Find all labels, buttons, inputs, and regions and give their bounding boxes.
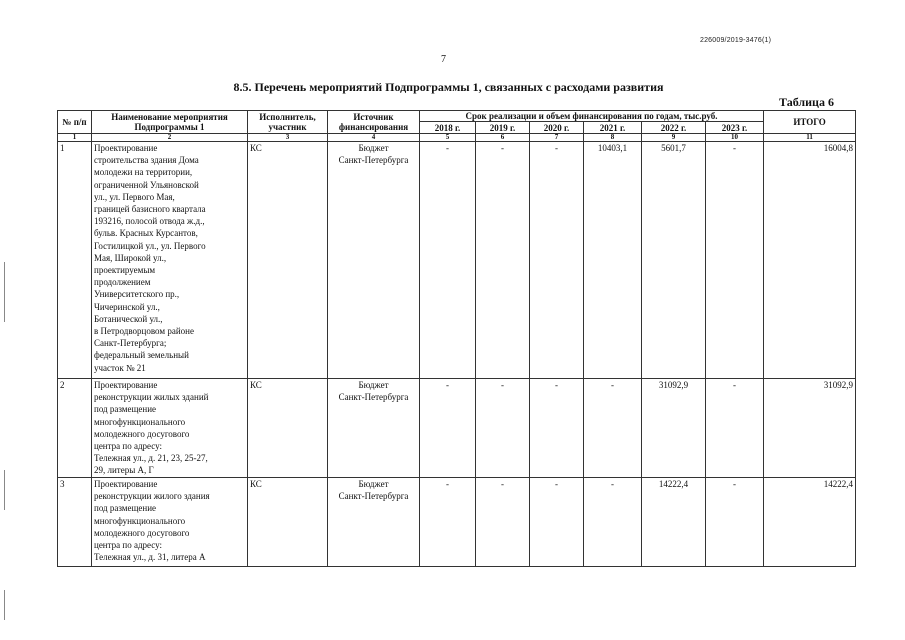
activity-name-line: продолжением [94, 277, 151, 288]
activity-name-line: Проектирование [94, 479, 158, 489]
activity-name-line: ограниченной Ульяновской [94, 179, 199, 190]
activity-name-line: Санкт-Петербурга; [94, 338, 167, 349]
activity-name [92, 379, 248, 478]
activity-name-line: Чичеринской ул., [94, 301, 160, 312]
header-year: 2021 г. [584, 122, 642, 134]
header-year: 2018 г. [420, 122, 476, 134]
column-numbers-row [58, 134, 856, 142]
executor: КС [248, 478, 328, 567]
column-number: 4 [328, 134, 420, 142]
table-row [58, 379, 856, 478]
activity-name-line: бульв. Красных Курсантов, [94, 228, 198, 239]
page-number: 7 [441, 54, 446, 65]
activity-name-line: Университетского пр., [94, 289, 180, 300]
table-row [58, 478, 856, 567]
activity-name-line: реконструкции жилых зданий [94, 392, 209, 403]
header-year: 2019 г. [476, 122, 530, 134]
activity-name-line: границей базисного квартала [94, 204, 206, 215]
activity-name-line: ул., ул. Первого Мая, [94, 191, 175, 202]
activity-name-line: 29, литеры А, Г [94, 465, 154, 476]
row-number: 1 [58, 142, 92, 379]
activity-name-line: молодежи на территории, [94, 167, 193, 178]
value-2023: - [706, 142, 764, 379]
row-total: 16004,8 [764, 142, 856, 379]
value-2021: - [584, 478, 642, 567]
header-activity-name: Наименование мероприятия Подпрограммы 1 [92, 111, 248, 134]
activity-name-line: многофункционального [94, 515, 186, 526]
value-2021: 10403,1 [584, 142, 642, 379]
document-registration-number: 226009/2019-3476(1) [700, 37, 772, 44]
row-number: 2 [58, 379, 92, 478]
column-number: 9 [642, 134, 706, 142]
funding-source-line: Санкт-Петербурга [338, 155, 409, 166]
activity-name-line: в Петродворцовом районе [94, 326, 194, 337]
executor: КС [248, 379, 328, 478]
activity-name-line: строительства здания Дома [94, 155, 199, 166]
header-year: 2023 г. [706, 122, 764, 134]
activity-name-line: многофункционального [94, 416, 186, 427]
section-title-text: 8.5. Перечень мероприятий Подпрограммы 1, связанных с расходами развития [233, 80, 664, 94]
value-2020: - [530, 142, 584, 379]
activity-name-line: федеральный земельный [94, 350, 189, 361]
activity-name-line: центра по адресу: [94, 441, 163, 452]
value-2018: - [420, 142, 476, 379]
column-number: 3 [248, 134, 328, 142]
column-number: 8 [584, 134, 642, 142]
value-2022: 5601,7 [642, 142, 706, 379]
header-funding-source: Источник финансирования [328, 111, 420, 134]
row-number: 3 [58, 478, 92, 567]
section-title [0, 80, 905, 95]
value-2023: - [706, 379, 764, 478]
funding-source [328, 379, 420, 478]
row-total: 14222,4 [764, 478, 856, 567]
activity-name-line: Гостилицкой ул., ул. Первого [94, 240, 206, 251]
column-number: 10 [706, 134, 764, 142]
value-2023: - [706, 478, 764, 567]
value-2018: - [420, 478, 476, 567]
funding-source [328, 478, 420, 567]
column-number: 1 [58, 134, 92, 142]
header-period: Срок реализации и объем финансирования по годам, тыс.руб. [420, 111, 764, 122]
column-number: 11 [764, 134, 856, 142]
activity-name-line: Проектирование [94, 143, 158, 153]
value-2019: - [476, 478, 530, 567]
activity-name-line: Мая, Широкой ул., [94, 252, 167, 263]
header-num: № п/п [58, 111, 92, 134]
activity-name-line: под размещение [94, 503, 157, 514]
value-2020: - [530, 379, 584, 478]
column-number: 2 [92, 134, 248, 142]
funding-source-line: Санкт-Петербурга [338, 491, 409, 502]
value-2019: - [476, 379, 530, 478]
value-2021: - [584, 379, 642, 478]
value-2018: - [420, 379, 476, 478]
activity-name-line: реконструкции жилого здания [94, 491, 210, 502]
activity-name-line: Ботанической ул., [94, 313, 163, 324]
activity-name-line: проектируемым [94, 265, 156, 276]
table-row [58, 142, 856, 379]
header-executor: Исполнитель, участник [248, 111, 328, 134]
scan-edge-mark [4, 470, 5, 510]
funding-source-line: Бюджет [358, 380, 389, 390]
activity-name-line: 193216, полосой отвода ж.д., [94, 216, 205, 227]
activity-name-line: под размещение [94, 404, 157, 415]
scan-edge-mark [4, 262, 5, 322]
funding-source-line: Бюджет [358, 143, 389, 153]
column-number: 6 [476, 134, 530, 142]
row-total: 31092,9 [764, 379, 856, 478]
scan-edge-mark [4, 590, 5, 620]
table-label: Таблица 6 [779, 95, 834, 109]
activity-name-line: молодежного досугового [94, 428, 190, 439]
activity-name-line: молодежного досугового [94, 527, 190, 538]
header-year: 2020 г. [530, 122, 584, 134]
funding-source [328, 142, 420, 379]
header-total: ИТОГО [764, 111, 856, 134]
value-2022: 31092,9 [642, 379, 706, 478]
value-2022: 14222,4 [642, 478, 706, 567]
executor: КС [248, 142, 328, 379]
activity-name [92, 142, 248, 379]
column-number: 5 [420, 134, 476, 142]
value-2019: - [476, 142, 530, 379]
funding-source-line: Санкт-Петербурга [338, 392, 409, 403]
column-number: 7 [530, 134, 584, 142]
activity-name-line: Проектирование [94, 380, 158, 390]
activities-table [57, 110, 856, 567]
activity-name-line: Тележная ул., д. 31, литера А [94, 552, 206, 563]
value-2020: - [530, 478, 584, 567]
activity-name-line: Тележная ул., д. 21, 23, 25-27, [94, 453, 208, 464]
activity-name [92, 478, 248, 567]
activity-name-line: центра по адресу: [94, 540, 163, 551]
funding-source-line: Бюджет [358, 479, 389, 489]
activity-name-line: участок № 21 [94, 362, 146, 373]
header-year: 2022 г. [642, 122, 706, 134]
